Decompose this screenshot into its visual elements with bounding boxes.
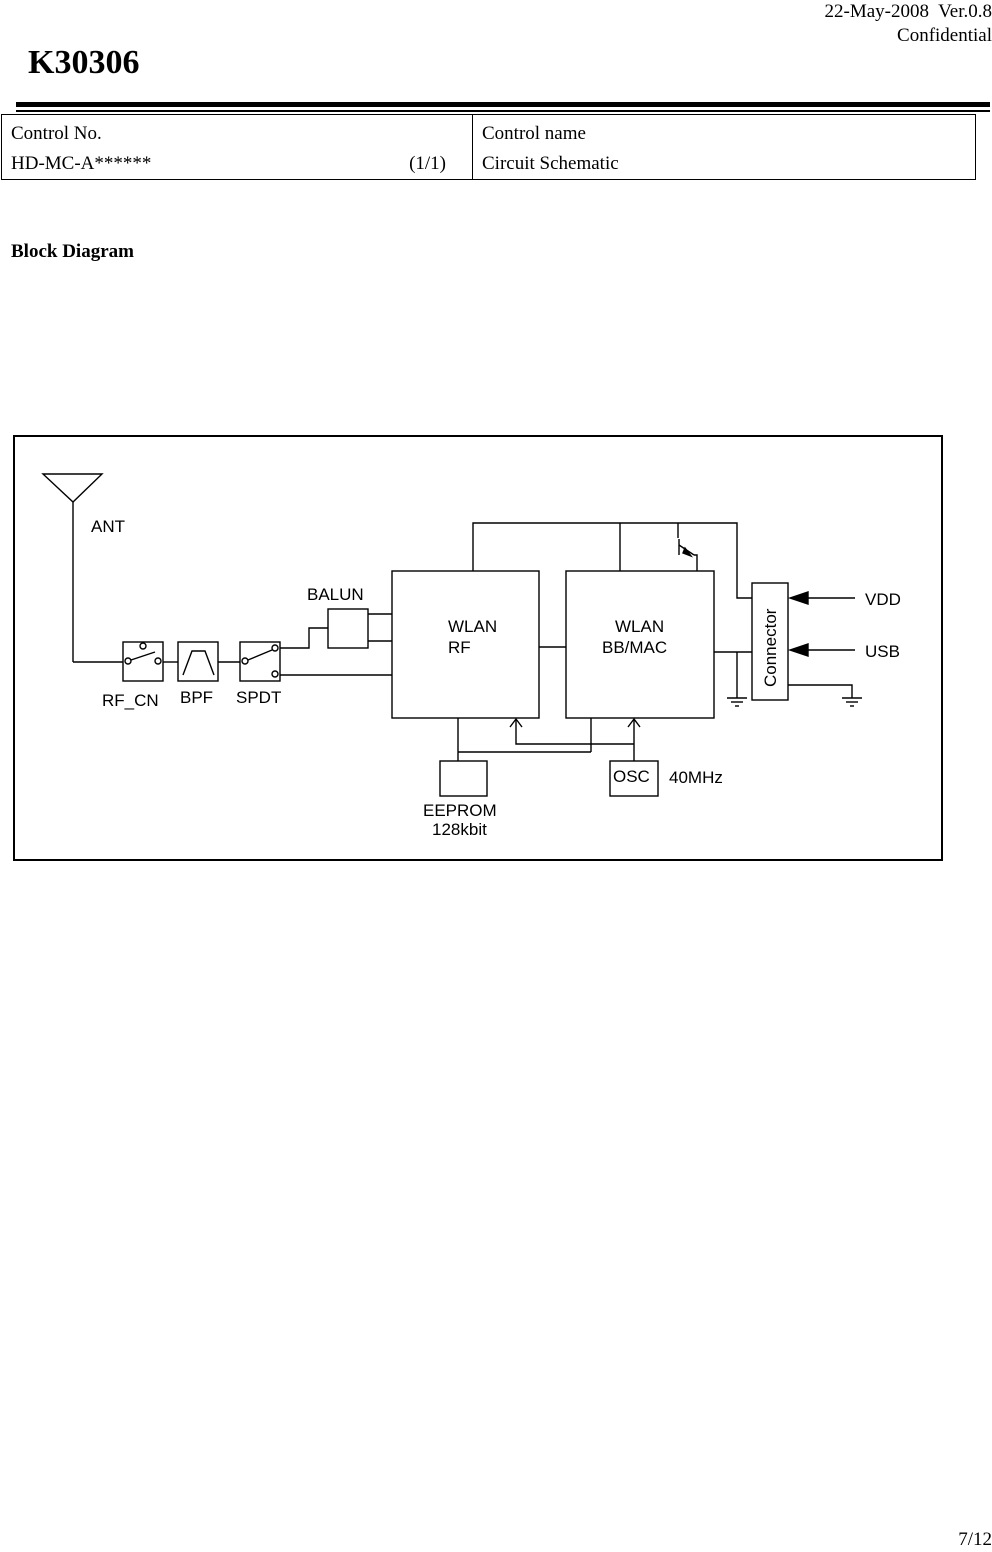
eeprom-label: EEPROM xyxy=(423,801,497,820)
ant-label: ANT xyxy=(91,517,125,536)
connector-ground-line xyxy=(788,685,852,698)
section-title: Block Diagram xyxy=(11,241,134,262)
control-no-value: HD-MC-A****** xyxy=(11,153,152,174)
control-name-cell xyxy=(473,115,976,180)
wlan-bb-label-2: BB/MAC xyxy=(602,638,668,657)
transistor-out-line xyxy=(694,555,697,571)
antenna-icon xyxy=(43,474,102,502)
rf-cn-switch-arm xyxy=(131,652,155,660)
confidential-label: Confidential xyxy=(897,25,992,46)
control-no-cell xyxy=(2,115,473,180)
spdt-to-balun-line xyxy=(280,628,328,648)
control-name-label: Control name xyxy=(482,123,586,144)
clock-feed-rf-line xyxy=(516,720,634,744)
header-rule-thick xyxy=(16,102,990,107)
balun-box xyxy=(328,609,368,648)
osc-label: OSC xyxy=(613,767,650,786)
block-diagram xyxy=(13,435,943,862)
osc-freq-label: 40MHz xyxy=(669,768,723,787)
rf-cn-contact-left xyxy=(125,658,131,664)
date-version: 22-May-2008 Ver.0.8 xyxy=(824,1,992,22)
control-no-label: Control No. xyxy=(11,123,102,144)
usb-label: USB xyxy=(865,642,900,661)
rf-cn-contact-right xyxy=(155,658,161,664)
page-number: 7/12 xyxy=(958,1529,992,1550)
vdd-arrow-head xyxy=(790,592,808,604)
eeprom-box xyxy=(440,761,487,796)
document-id: K30306 xyxy=(28,44,140,81)
header-rule-thin xyxy=(16,110,990,112)
page-of-label: (1/1) xyxy=(409,153,446,174)
eeprom-size-label: 128kbit xyxy=(432,820,487,839)
wlan-rf-label-2: RF xyxy=(448,638,471,657)
control-name-value: Circuit Schematic xyxy=(482,153,619,174)
bpf-box xyxy=(178,642,218,681)
spdt-contact-top xyxy=(272,645,278,651)
spdt-contact-bottom xyxy=(272,671,278,677)
spdt-label: SPDT xyxy=(236,688,282,707)
rf-cn-contact-top xyxy=(140,643,146,649)
vdd-label: VDD xyxy=(865,590,901,609)
usb-arrow-head xyxy=(790,644,808,656)
connector-label: Connector xyxy=(761,608,780,687)
bpf-icon xyxy=(183,651,214,675)
bpf-label: BPF xyxy=(180,688,214,707)
balun-label: BALUN xyxy=(307,585,364,604)
wlan-bb-label-1: WLAN xyxy=(615,617,665,636)
header-meta xyxy=(825,0,992,48)
top-power-bus-line xyxy=(473,523,752,598)
control-table xyxy=(1,114,976,180)
spdt-switch-arm xyxy=(248,650,272,660)
rf-cn-label: RF_CN xyxy=(102,691,159,710)
spdt-contact-left xyxy=(242,658,248,664)
wlan-rf-label-1: WLAN xyxy=(448,617,498,636)
